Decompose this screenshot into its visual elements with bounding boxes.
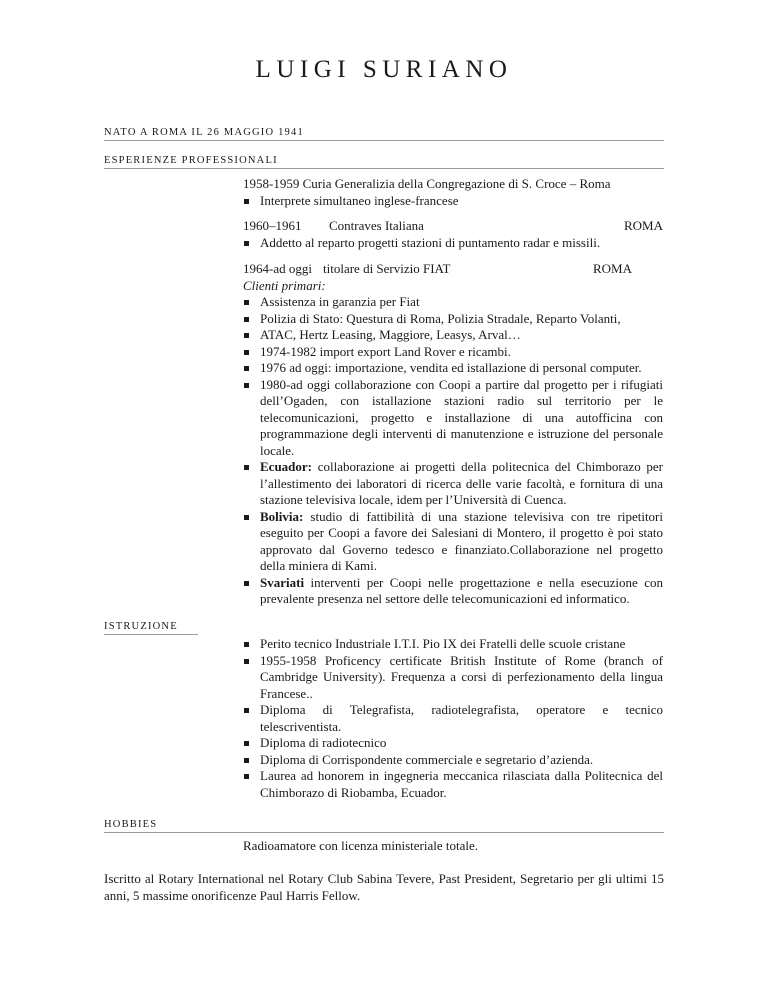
hobby-radio: Radioamatore con licenza ministeriale totale.	[243, 838, 478, 853]
bolivia-text: studio di fattibilità di una stazione televisiva con tre ripetitori eseguito per Coopi a favore dei Salesiani di Montero, il progetto è poi stato approvato dal Governo tedesco e finanziato.Collaborazione nel progetto della miniera di Kami.	[260, 508, 663, 573]
entry-year: 1960–1961	[243, 218, 302, 233]
list-item: Interprete simultaneo inglese-francese	[243, 193, 663, 210]
hobbies-heading: HOBBIES	[104, 819, 664, 833]
entry-year: 1964-ad oggi	[243, 261, 312, 276]
experience-section	[243, 176, 663, 608]
list-item: Laurea ad honorem in ingegneria meccanica rilasciata dalla Politecnica del Chimborazo di Riobamba, Ecuador.	[243, 768, 663, 801]
experience-entry1-line: 1958-1959 Curia Generalizia della Congregazione di S. Croce – Roma	[243, 176, 611, 191]
experience-heading: ESPERIENZE PROFESSIONALI	[104, 155, 664, 169]
entry-company: Contraves Italiana	[329, 218, 424, 233]
education-section	[243, 636, 663, 801]
list-item: 1976 ad oggi: importazione, vendita ed istallazione di personal computer.	[243, 360, 663, 377]
list-item: 1955-1958 Proficency certificate British Institute of Rome (branch of Cambridge University). Frequenza a corsi di perfezionamento della lingua Francese..	[243, 653, 663, 703]
ecuador-label: Ecuador:	[260, 459, 312, 474]
experience-entry3-header	[243, 261, 663, 278]
list-item	[243, 459, 663, 509]
education-heading: ISTRUZIONE	[104, 621, 198, 635]
entry-company: titolare di Servizio FIAT	[323, 261, 451, 276]
list-item: Diploma di Corrispondente commerciale e segretario d’azienda.	[243, 752, 663, 769]
clients-label: Clienti primari:	[243, 277, 326, 293]
experience-entry1-list	[243, 193, 663, 210]
rotary-paragraph: Iscritto al Rotary International nel Rotary Club Sabina Tevere, Past President, Segretario per gli ultimi 15 anni, 5 massime onorificenze Paul Harris Fellow.	[104, 871, 664, 903]
list-item: 1974-1982 import export Land Rover e ricambi.	[243, 344, 663, 361]
birth-info: NATO A ROMA IL 26 MAGGIO 1941	[104, 127, 664, 141]
education-list	[243, 636, 663, 801]
entry-city: ROMA	[593, 261, 633, 276]
entry-city: ROMA	[623, 218, 663, 233]
svariati-text: interventi per Coopi nelle progettazione e nella esecuzione con prevalente presenza nel settore delle telecomunicazioni ed informatico.	[260, 574, 663, 606]
list-item	[243, 509, 663, 575]
list-item: Diploma di Telegrafista, radiotelegrafista, operatore e tecnico telescriventista.	[243, 702, 663, 735]
list-item: ATAC, Hertz Leasing, Maggiore, Leasys, Arval…	[243, 327, 663, 344]
list-item: Perito tecnico Industriale I.T.I. Pio IX dei Fratelli delle scuole cristane	[243, 636, 663, 653]
person-name: LUIGI SURIANO	[255, 56, 513, 83]
experience-entry3-list	[243, 294, 663, 608]
experience-entry2-header	[243, 218, 663, 235]
list-item: Polizia di Stato: Questura di Roma, Polizia Stradale, Reparto Volanti,	[243, 311, 663, 328]
list-item	[243, 575, 663, 608]
experience-entry2-list	[243, 235, 663, 252]
list-item: Diploma di radiotecnico	[243, 735, 663, 752]
bolivia-label: Bolivia:	[260, 508, 304, 524]
list-item: 1980-ad oggi collaborazione con Coopi a partire dal progetto per i rifugiati dell’Ogaden, con istallazione stazioni radio sul territorio per le telecomunicazioni, progetto e installazione di una autofficina con programmazione degli interventi di manutenzione e istruzione del personale locale.	[243, 377, 663, 460]
list-item: Addetto al reparto progetti stazioni di puntamento radar e missili.	[243, 235, 663, 252]
hobbies-section	[243, 838, 663, 855]
ecuador-text: collaborazione ai progetti della politecnica del Chimborazo per l’allestimento dei laboratori di ricerca delle varie facoltà, e fornitura di una stazione televisiva locale, idem per l’Università di Cuenca.	[260, 459, 663, 507]
list-item: Assistenza in garanzia per Fiat	[243, 294, 663, 311]
svariati-label: Svariati	[260, 574, 305, 590]
